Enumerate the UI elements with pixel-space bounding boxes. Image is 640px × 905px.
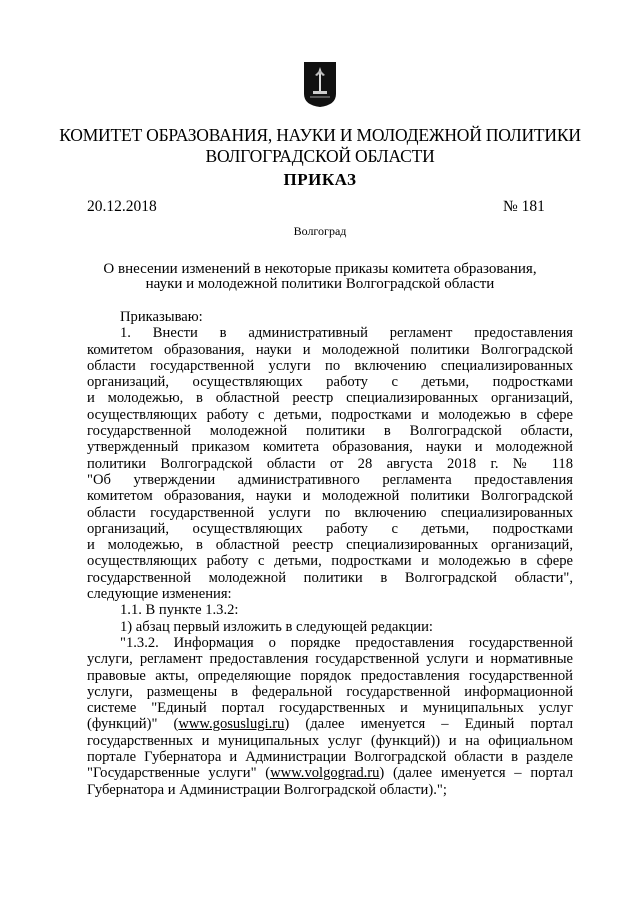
body-line: области государственной услуги по включению специализированных <box>87 504 573 521</box>
document-number: № 181 <box>503 198 545 215</box>
body-line: "1.3.2. Информация о порядке предоставления государственной <box>120 634 573 651</box>
body-line: комитетом образования, науки и молодежной политики Волгоградской <box>87 488 573 505</box>
body-line: Приказываю: <box>120 309 203 325</box>
organization-name-line2: ВОЛГОГРАДСКОЙ ОБЛАСТИ <box>205 146 435 166</box>
body-text: ) (далее именуется – портал <box>379 765 573 782</box>
body-line: государственных и муниципальных услуг (функций)) и на официальном <box>87 732 573 749</box>
body-line: утвержденный приказом комитета образования, науки и молодежной <box>87 439 573 456</box>
body-text: ) (далее именуется – Единый портал <box>284 716 574 733</box>
body-line: следующие изменения: <box>87 586 232 603</box>
subject-line: О внесении изменений в некоторые приказы комитета образования, <box>103 261 537 277</box>
organization-name-line1: КОМИТЕТ ОБРАЗОВАНИЯ, НАУКИ И МОЛОДЕЖНОЙ ПОЛИТИКИ <box>59 125 581 145</box>
document-date: 20.12.2018 <box>87 198 157 215</box>
body-text: (функций)" ( <box>87 716 179 733</box>
body-line: портале Губернатора и Администрации Волгоградской области в разделе <box>87 749 573 766</box>
body-line: осуществляющих работу с детьми, подростками и молодежью в сфере <box>87 406 573 423</box>
volgograd-emblem-icon <box>303 61 337 108</box>
body-line: и молодежью, в областной реестр специализированных организаций, <box>87 537 573 554</box>
body-line: осуществляющих работу с детьми, подростками и молодежью в сфере <box>87 553 573 570</box>
body-line <box>87 716 573 732</box>
body-line <box>87 765 573 781</box>
body-line: и молодежью, в областной реестр специализированных организаций, <box>87 390 573 407</box>
body-line: 1) абзац первый изложить в следующей редакции: <box>120 618 433 635</box>
body-line: политики Волгоградской области от 28 августа 2018 г. № 118 <box>87 455 573 472</box>
document-body <box>87 309 573 798</box>
subject-line: науки и молодежной политики Волгоградской области <box>145 276 495 292</box>
body-line: организаций, осуществляющих работу с детьми, подростками <box>87 374 573 391</box>
document-title: ПРИКАЗ <box>283 170 357 189</box>
body-line: "Об утверждении административного регламента предоставления <box>87 471 573 488</box>
document-city: Волгоград <box>293 224 347 238</box>
body-line: системе "Единый портал государственных и муниципальных услуг <box>87 700 573 717</box>
body-line: области государственной услуги по включению специализированных <box>87 357 573 374</box>
document-subject <box>0 262 640 292</box>
body-line: услуги, регламент предоставления государственной услуги и нормативные <box>87 651 573 668</box>
body-line: 1. Внести в административный регламент предоставления <box>120 325 573 342</box>
body-line: Губернатора и Администрации Волгоградской области)."; <box>87 781 447 798</box>
body-line: комитетом образования, науки и молодежной политики Волгоградской <box>87 341 573 358</box>
volgograd-link[interactable]: www.volgograd.ru <box>270 765 380 782</box>
body-line: государственной молодежной политики в Волгоградской области, <box>87 423 573 440</box>
body-line: государственной молодежной политики в Волгоградской области", <box>87 569 573 586</box>
body-line: правовые акты, определяющие порядок предоставления государственной <box>87 667 573 684</box>
gosuslugi-link[interactable]: www.gosuslugi.ru <box>178 716 285 733</box>
body-line: 1.1. В пункте 1.3.2: <box>120 602 239 619</box>
body-text: "Государственные услуги" ( <box>87 765 271 782</box>
body-line: услуги, размещены в федеральной государственной информационной <box>87 683 573 700</box>
body-line: организаций, осуществляющих работу с детьми, подростками <box>87 520 573 537</box>
